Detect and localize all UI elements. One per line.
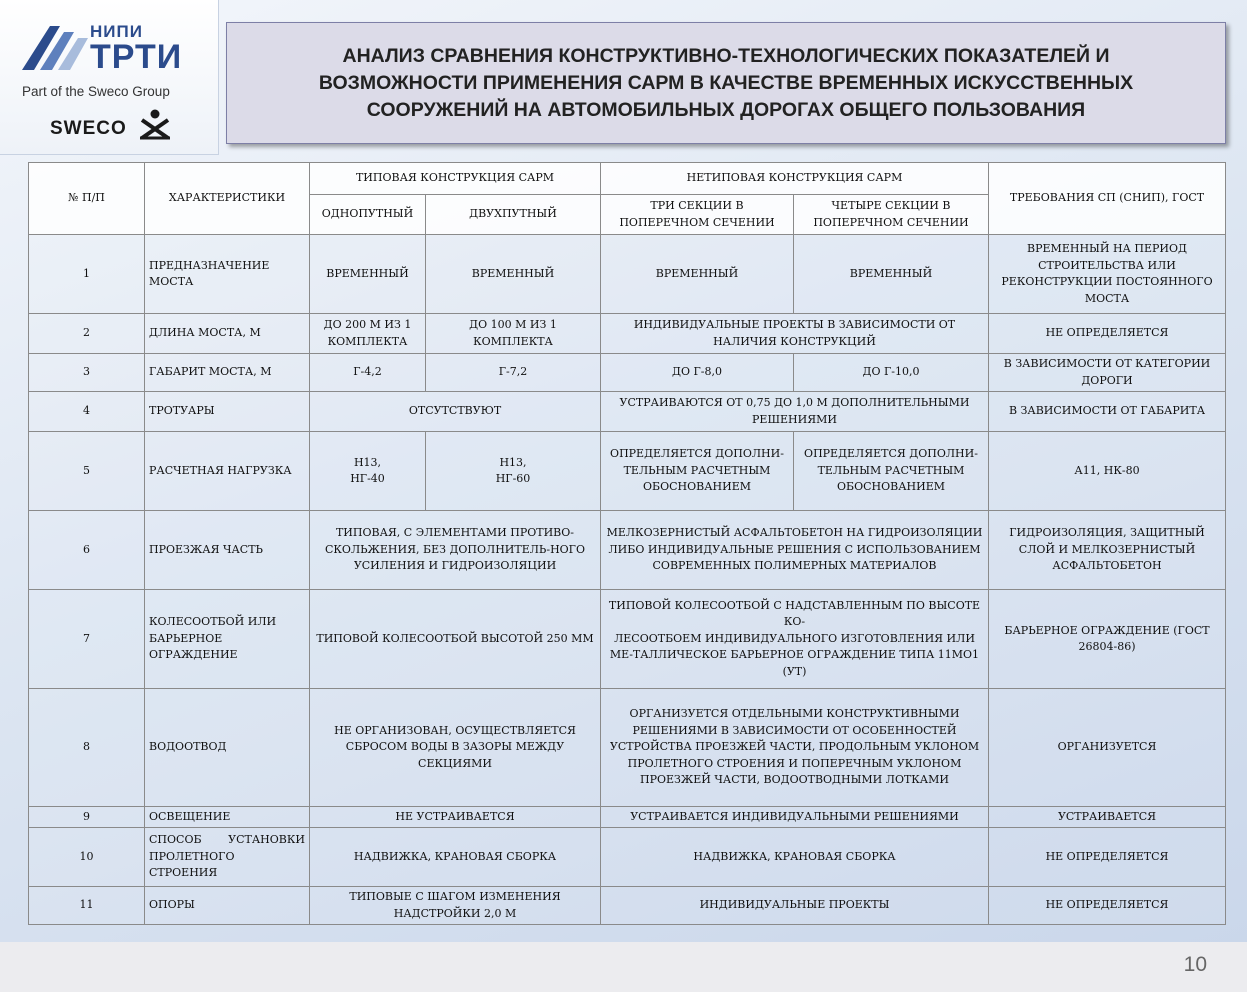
header-single: ОДНОПУТНЫЙ [310, 195, 426, 235]
cell-three: ОПРЕДЕЛЯЕТСЯ ДОПОЛНИ-ТЕЛЬНЫМ РАСЧЕТНЫМ ОБОСНОВАНИЕМ [601, 432, 794, 511]
sweco-logo-text: SWECO [50, 118, 127, 139]
table-row [29, 392, 1226, 432]
page-number: 10 [1183, 953, 1207, 976]
cell-typical: ТИПОВАЯ, С ЭЛЕМЕНТАМИ ПРОТИВО-СКОЛЬЖЕНИЯ, БЕЗ ДОПОЛНИТЕЛЬ-НОГО УСИЛЕНИЯ И ГИДРОИЗОЛЯЦИИ [310, 511, 601, 590]
cell-requirement: А11, НК-80 [989, 432, 1226, 511]
cell-requirement: НЕ ОПРЕДЕЛЯЕТСЯ [989, 314, 1226, 354]
row-characteristic: КОЛЕСООТБОЙ ИЛИ БАРЬЕРНОЕ ОГРАЖДЕНИЕ [145, 590, 310, 689]
cell-atypical: ИНДИВИДУАЛЬНЫЕ ПРОЕКТЫ В ЗАВИСИМОСТИ ОТ НАЛИЧИЯ КОНСТРУКЦИЙ [601, 314, 989, 354]
cell-typical: ТИПОВЫЕ С ШАГОМ ИЗМЕНЕНИЯ НАДСТРОЙКИ 2,0 М [310, 887, 601, 925]
cell-line: Н13, [353, 455, 382, 469]
row-num: 1 [29, 235, 145, 314]
cell-atypical: УСТРАИВАЕТСЯ ИНДИВИДУАЛЬНЫМИ РЕШЕНИЯМИ [601, 807, 989, 828]
cell-double [426, 432, 601, 511]
cell-atypical: ИНДИВИДУАЛЬНЫЕ ПРОЕКТЫ [601, 887, 989, 925]
header-characteristics: ХАРАКТЕРИСТИКИ [145, 163, 310, 235]
row-num: 10 [29, 828, 145, 887]
cell-four: ОПРЕДЕЛЯЕТСЯ ДОПОЛНИ-ТЕЛЬНЫМ РАСЧЕТНЫМ ОБОСНОВАНИЕМ [794, 432, 989, 511]
row-num: 8 [29, 689, 145, 807]
table-row [29, 432, 1226, 511]
logo-trti-text: ТРТИ [90, 38, 183, 76]
cell-typical: НЕ ОРГАНИЗОВАН, ОСУЩЕСТВЛЯЕТСЯ СБРОСОМ ВОДЫ В ЗАЗОРЫ МЕЖДУ СЕКЦИЯМИ [310, 689, 601, 807]
row-num: 3 [29, 354, 145, 392]
page-title: АНАЛИЗ СРАВНЕНИЯ КОНСТРУКТИВНО-ТЕХНОЛОГИЧЕСКИХ ПОКАЗАТЕЛЕЙ И ВОЗМОЖНОСТИ ПРИМЕНЕНИЯ САРМ В КАЧЕСТВЕ ВРЕМЕННЫХ ИСКУССТВЕННЫХ СООРУЖЕНИЙ НА АВТОМОБИЛЬНЫХ ДОРОГАХ ОБЩЕГО ПОЛЬЗОВАНИЯ [318, 44, 1134, 121]
table-row [29, 511, 1226, 590]
cell-four: ВРЕМЕННЫЙ [794, 235, 989, 314]
row-characteristic: ДЛИНА МОСТА, М [145, 314, 310, 354]
cell-line: НГ-60 [495, 472, 531, 485]
footer-bar [0, 942, 1247, 992]
cell-four: ДО Г-10,0 [794, 354, 989, 392]
cell-line: ЛЕСООТБОЕМ ИНДИВИДУАЛЬНОГО ИЗГОТОВЛЕНИЯ ИЛИ МЕ-ТАЛЛИЧЕСКОЕ БАРЬЕРНОЕ ОГРАЖДЕНИЕ ТИПА 11МО1 (УТ) [609, 631, 980, 678]
cell-single [310, 432, 426, 511]
cell-atypical: ОРГАНИЗУЕТСЯ ОТДЕЛЬНЫМИ КОНСТРУКТИВНЫМИ РЕШЕНИЯМИ В ЗАВИСИМОСТИ ОТ ОСОБЕННОСТЕЙ УСТРОЙСТВА ПРОЕЗЖЕЙ ЧАСТИ, ПРОДОЛЬНЫМ УКЛОНОМ ПРОЛЕТНОГО СТРОЕНИЯ И ПОПЕРЕЧНЫМ УКЛОНОМ ПРОЕЗЖЕЙ ЧАСТИ, ВОДООТВОДНЫМИ ЛОТКАМИ [601, 689, 989, 807]
row-num: 5 [29, 432, 145, 511]
cell-line: НГ-40 [350, 472, 385, 485]
nipi-trti-logo-icon [20, 22, 90, 72]
table-row [29, 235, 1226, 314]
cell-double: Г-7,2 [426, 354, 601, 392]
header-row [29, 163, 1226, 195]
cell-requirement: ОРГАНИЗУЕТСЯ [989, 689, 1226, 807]
cell-requirement: БАРЬЕРНОЕ ОГРАЖДЕНИЕ (ГОСТ 26804-86) [989, 590, 1226, 689]
row-characteristic: ОПОРЫ [145, 887, 310, 925]
logo-tagline: Part of the Sweco Group [22, 84, 170, 99]
header-double: ДВУХПУТНЫЙ [426, 195, 601, 235]
cell-typical: ТИПОВОЙ КОЛЕСООТБОЙ ВЫСОТОЙ 250 ММ [310, 590, 601, 689]
row-characteristic: ОСВЕЩЕНИЕ [145, 807, 310, 828]
row-characteristic: ТРОТУАРЫ [145, 392, 310, 432]
cell-atypical: УСТРАИВАЮТСЯ ОТ 0,75 ДО 1,0 М ДОПОЛНИТЕЛЬНЫМИ РЕШЕНИЯМИ [601, 392, 989, 432]
cell-typical: НАДВИЖКА, КРАНОВАЯ СБОРКА [310, 828, 601, 887]
table-row [29, 887, 1226, 925]
cell-atypical [601, 590, 989, 689]
row-characteristic: ПРОЕЗЖАЯ ЧАСТЬ [145, 511, 310, 590]
row-num: 2 [29, 314, 145, 354]
cell-atypical: НАДВИЖКА, КРАНОВАЯ СБОРКА [601, 828, 989, 887]
cell-requirement: НЕ ОПРЕДЕЛЯЕТСЯ [989, 887, 1226, 925]
table-row [29, 590, 1226, 689]
cell-requirement: ВРЕМЕННЫЙ НА ПЕРИОД СТРОИТЕЛЬСТВА ИЛИ РЕКОНСТРУКЦИИ ПОСТОЯННОГО МОСТА [989, 235, 1226, 314]
cell-double: ДО 100 М ИЗ 1 КОМПЛЕКТА [426, 314, 601, 354]
sweco-logo-icon [138, 108, 172, 140]
header-num: № П/П [29, 163, 145, 235]
cell-line: ТИПОВОЙ КОЛЕСООТБОЙ С НАДСТАВЛЕННЫМ ПО ВЫСОТЕ КО- [608, 598, 981, 629]
logo-nipi-text: НИПИ [90, 22, 143, 41]
cell-requirement: ГИДРОИЗОЛЯЦИЯ, ЗАЩИТНЫЙ СЛОЙ И МЕЛКОЗЕРНИСТЫЙ АСФАЛЬТОБЕТОН [989, 511, 1226, 590]
comparison-table [28, 162, 1226, 925]
logo-panel [0, 0, 219, 155]
header-four-sections: ЧЕТЫРЕ СЕКЦИИ В ПОПЕРЕЧНОМ СЕЧЕНИИ [794, 195, 989, 235]
row-characteristic: СПОСОБ УСТАНОВКИ ПРОЛЕТНОГО СТРОЕНИЯ [145, 828, 310, 887]
row-characteristic: ПРЕДНАЗНАЧЕНИЕ МОСТА [145, 235, 310, 314]
row-num: 4 [29, 392, 145, 432]
cell-typical: НЕ УСТРАИВАЕТСЯ [310, 807, 601, 828]
title-box [226, 22, 1226, 144]
cell-line: Н13, [499, 455, 527, 469]
cell-requirement: НЕ ОПРЕДЕЛЯЕТСЯ [989, 828, 1226, 887]
cell-requirement: УСТРАИВАЕТСЯ [989, 807, 1226, 828]
header-atypical: НЕТИПОВАЯ КОНСТРУКЦИЯ САРМ [601, 163, 989, 195]
cell-requirement: В ЗАВИСИМОСТИ ОТ ГАБАРИТА [989, 392, 1226, 432]
row-num: 11 [29, 887, 145, 925]
cell-single: ДО 200 М ИЗ 1 КОМПЛЕКТА [310, 314, 426, 354]
cell-typical: ОТСУТСТВУЮТ [310, 392, 601, 432]
cell-three: ДО Г-8,0 [601, 354, 794, 392]
row-num: 7 [29, 590, 145, 689]
header-three-sections: ТРИ СЕКЦИИ В ПОПЕРЕЧНОМ СЕЧЕНИИ [601, 195, 794, 235]
table-row [29, 828, 1226, 887]
table-row [29, 354, 1226, 392]
row-characteristic: ГАБАРИТ МОСТА, М [145, 354, 310, 392]
cell-single: Г-4,2 [310, 354, 426, 392]
row-num: 6 [29, 511, 145, 590]
cell-single: ВРЕМЕННЫЙ [310, 235, 426, 314]
row-characteristic: ВОДООТВОД [145, 689, 310, 807]
table-row [29, 807, 1226, 828]
cell-atypical: МЕЛКОЗЕРНИСТЫЙ АСФАЛЬТОБЕТОН НА ГИДРОИЗОЛЯЦИИ ЛИБО ИНДИВИДУАЛЬНЫЕ РЕШЕНИЯ С ИСПОЛЬЗОВАНИЕМ СОВРЕМЕННЫХ ПОЛИМЕРНЫХ МАТЕРИАЛОВ [601, 511, 989, 590]
table-row [29, 689, 1226, 807]
table-row [29, 314, 1226, 354]
row-characteristic: РАСЧЕТНАЯ НАГРУЗКА [145, 432, 310, 511]
cell-requirement: В ЗАВИСИМОСТИ ОТ КАТЕГОРИИ ДОРОГИ [989, 354, 1226, 392]
cell-three: ВРЕМЕННЫЙ [601, 235, 794, 314]
header-requirements: ТРЕБОВАНИЯ СП (СНИП), ГОСТ [989, 163, 1226, 235]
cell-double: ВРЕМЕННЫЙ [426, 235, 601, 314]
header-typical: ТИПОВАЯ КОНСТРУКЦИЯ САРМ [310, 163, 601, 195]
row-num: 9 [29, 807, 145, 828]
